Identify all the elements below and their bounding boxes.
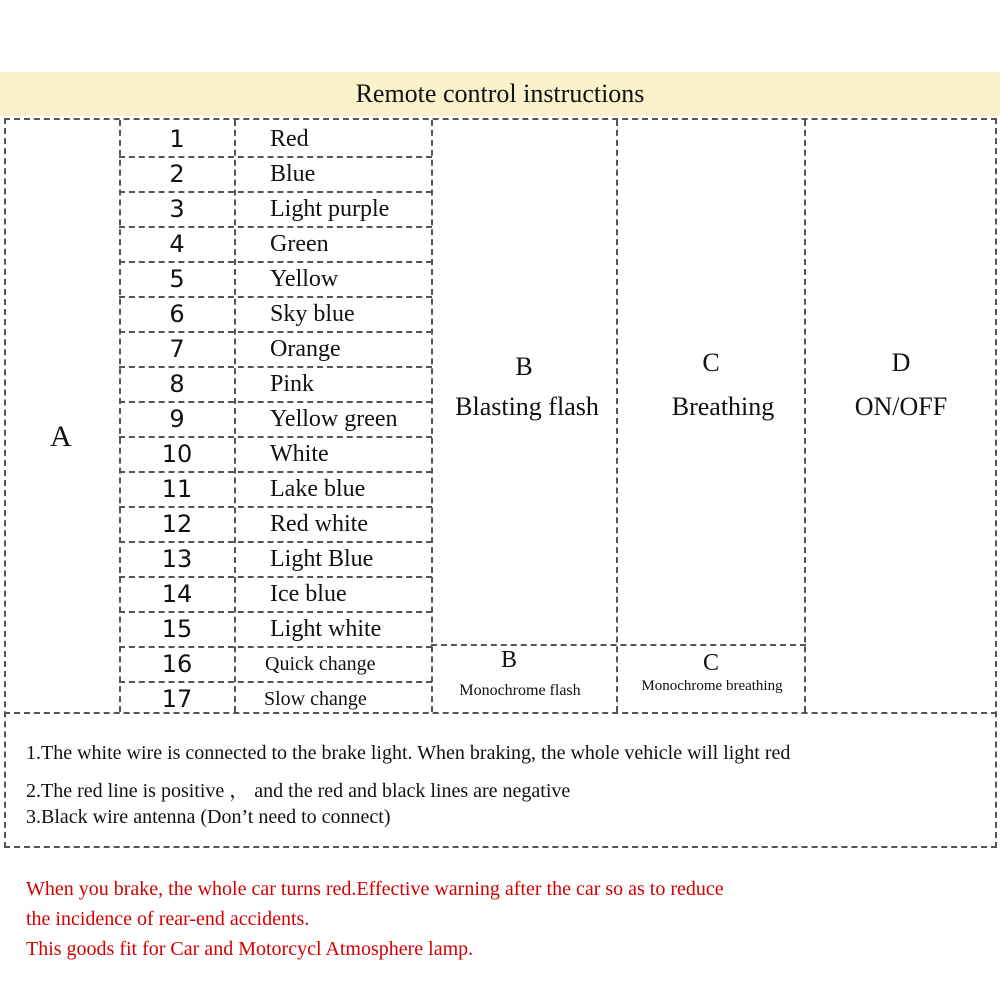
row-color-label: Pink (270, 371, 315, 397)
mode-b-letter: B (515, 352, 533, 381)
note-2: 2.The red line is positive ， and the red and black lines are negative (26, 780, 571, 802)
row-color-label: Quick change (265, 653, 376, 675)
divider-mono-top (431, 644, 806, 646)
row-color-label: Orange (270, 336, 341, 362)
row-color-label: Ice blue (270, 581, 347, 607)
row-number: 6 (169, 300, 185, 328)
row-color-label: Light purple (270, 196, 390, 222)
row-color-label: Lake blue (270, 476, 366, 502)
row-color-label: Slow change (264, 688, 367, 710)
row-number: 2 (169, 160, 185, 188)
row-number: 15 (161, 615, 193, 643)
row-number: 10 (161, 440, 193, 468)
row-color-label: Blue (270, 161, 316, 187)
row-number: 11 (161, 475, 193, 503)
footer-line-2: the incidence of rear-end accidents. (26, 908, 310, 930)
footer-line-3: This goods fit for Car and Motorcycl Atmosphere lamp. (26, 938, 474, 960)
mode-b-label: Blasting flash (455, 392, 599, 421)
column-a-label: A (50, 420, 72, 453)
row-color-label: White (270, 441, 329, 467)
note-1: 1.The white wire is connected to the brake light. When braking, the whole vehicle will light red (26, 742, 791, 764)
row-number: 14 (161, 580, 193, 608)
row-color-label: Red white (270, 511, 368, 537)
mode-c2-letter: C (702, 650, 719, 676)
row-number: 8 (169, 370, 185, 398)
row-number: 3 (169, 195, 185, 223)
mode-d-label: ON/OFF (854, 392, 948, 421)
page-title: Remote control instructions (355, 79, 645, 108)
mode-b2-label: Monochrome flash (459, 682, 581, 699)
row-number: 16 (161, 650, 193, 678)
row-color-label: Red (270, 126, 309, 152)
note-3: 3.Black wire antenna (Don’t need to connect) (26, 806, 391, 828)
divider-num-right (234, 120, 236, 712)
mode-b2-letter: B (500, 647, 517, 673)
row-color-label: Sky blue (270, 301, 355, 327)
row-number: 7 (169, 335, 185, 363)
mode-c-label: Breathing (671, 392, 775, 421)
title-bar (0, 72, 1000, 116)
mode-d-letter: D (891, 348, 911, 377)
row-color-label: Light white (270, 616, 382, 642)
footer-line-1: When you brake, the whole car turns red.Effective warning after the car so as to reduce (26, 878, 724, 900)
row-color-label: Light Blue (270, 546, 374, 572)
row-number: 12 (161, 510, 193, 538)
row-number: 17 (161, 685, 193, 713)
row-number: 4 (169, 230, 185, 258)
row-color-label: Green (270, 231, 329, 257)
mode-c-letter: C (702, 348, 720, 377)
row-color-label: Yellow (270, 266, 339, 292)
mode-c2-label: Monochrome breathing (641, 678, 783, 694)
row-number: 1 (169, 125, 185, 153)
row-number: 5 (169, 265, 185, 293)
row-color-label: Yellow green (270, 406, 398, 432)
row-number: 13 (161, 545, 193, 573)
row-number: 9 (169, 405, 185, 433)
